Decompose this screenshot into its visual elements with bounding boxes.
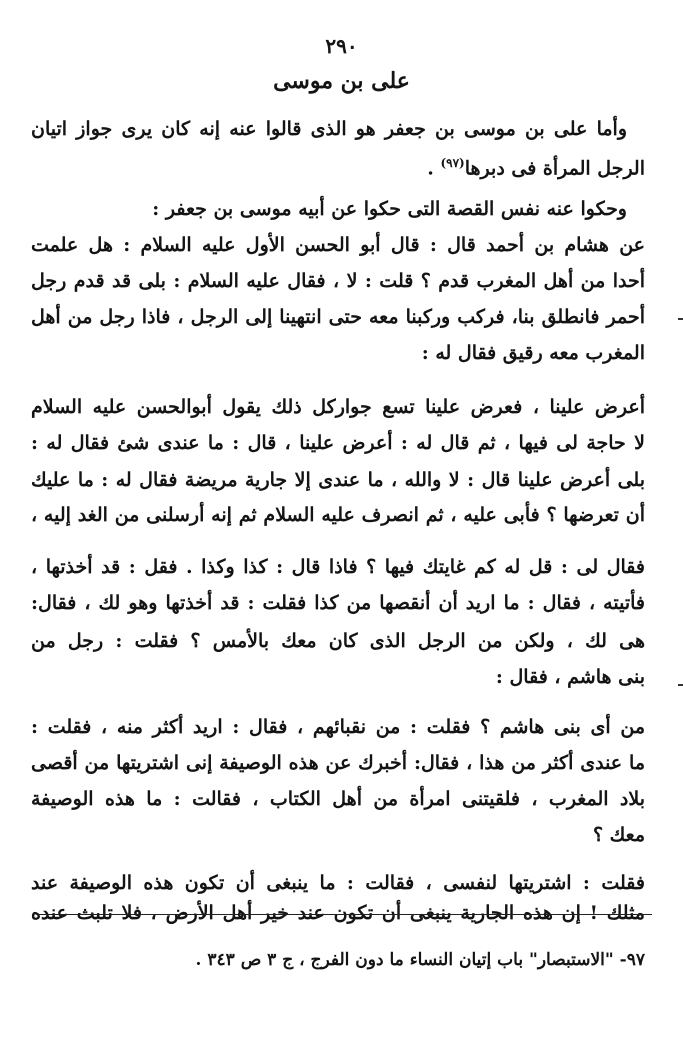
text-line-2-end: . (427, 157, 441, 180)
chapter-title: على بن موسى (273, 68, 410, 94)
text-line-3: وحكوا عنه نفس القصة التى حكوا عن أبيه موسى بن جعفر : (152, 198, 627, 220)
text-line-8: أعرض علينا ، فعرض علينا تسع جواركل ذلك يقول أبوالحسن عليه السلام (31, 396, 645, 418)
scan-edge-mark (678, 318, 683, 320)
text-line-4: عن هشام بن أحمد قال : قال أبو الحسن الأول عليه السلام : هل علمت (31, 234, 645, 256)
text-line-13: فأتيته ، فقال : ما اريد أن أنقصها من كذا فقلت : قد أخذتها وهو لك ، فقال: (31, 592, 645, 614)
text-line-11: أن تعرضها ؟ فأبى عليه ، ثم انصرف عليه السلام ثم إنه أرسلنى من الغد إليه ، (31, 504, 645, 526)
text-line-14: هى لك ، ولكن من الرجل الذى كان معك بالأمس ؟ فقلت : رجل من (31, 630, 645, 652)
text-line-2-body: الرجل المرأة فى دبرها (464, 157, 645, 180)
footnote-divider (38, 914, 652, 915)
footnote (31, 950, 645, 970)
footnote-text: "الاستبصار" باب إتيان النساء ما دون الفرج ، ج ٣ ص ٣٤٣ . (195, 950, 614, 970)
text-line-21: مثلك ! إن هذه الجارية ينبغى أن تكون عند خير أهل الأرض ، فلا تلبث عنده (31, 902, 645, 924)
text-line-7: المغرب معه رقيق فقال له : (421, 342, 645, 364)
footnote-reference: (٩٧) (440, 156, 465, 170)
text-line-19: معك ؟ (592, 824, 645, 846)
page-number: ٢٩٠ (325, 34, 358, 58)
text-line-9: لا حاجة لى فيها ، ثم قال له : أعرض علينا ، قال : ما عندى شئ فقال له : (31, 432, 645, 454)
text-line-2 (31, 148, 645, 182)
text-line-17: ما عندى أكثر من هذا ، فقال: أخبرك عن هذه الوصيفة إنى اشتريتها من أقصى (31, 752, 645, 774)
scan-edge-mark (678, 684, 683, 686)
text-line-20: فقلت : اشتريتها لنفسى ، فقالت : ما ينبغى أن تكون هذه الوصيفة عند (31, 872, 645, 894)
footnote-number: ٩٧- (619, 950, 645, 970)
text-line-18: بلاد المغرب ، فلقيتنى امرأة من أهل الكتاب ، فقالت : ما هذه الوصيفة (31, 788, 645, 810)
text-line-10: بلى أعرض علينا قال : لا والله ، ما عندى إلا جارية مريضة فقال له : ما عليك (31, 469, 645, 491)
text-line-12: فقال لى : قل له كم غايتك فيها ؟ فاذا قال : كذا وكذا . فقل : قد أخذتها ، (31, 556, 645, 578)
text-line-15: بنى هاشم ، فقال : (495, 666, 645, 688)
text-line-16: من أى بنى هاشم ؟ فقلت : من نقبائهم ، فقال : اريد أكثر منه ، فقلت : (31, 716, 645, 738)
text-line-5: أحدا من أهل المغرب قدم ؟ قلت : لا ، فقال عليه السلام : بلى قد قدم رجل (31, 270, 645, 292)
text-line-6: أحمر فانطلق بنا، فركب وركبنا معه حتى انتهينا إلى الرجل ، فاذا رجل من أهل (31, 306, 645, 328)
text-line-1: وأما على بن موسى بن جعفر هو الذى قالوا عنه إنه كان يرى جواز اتيان (31, 118, 627, 140)
